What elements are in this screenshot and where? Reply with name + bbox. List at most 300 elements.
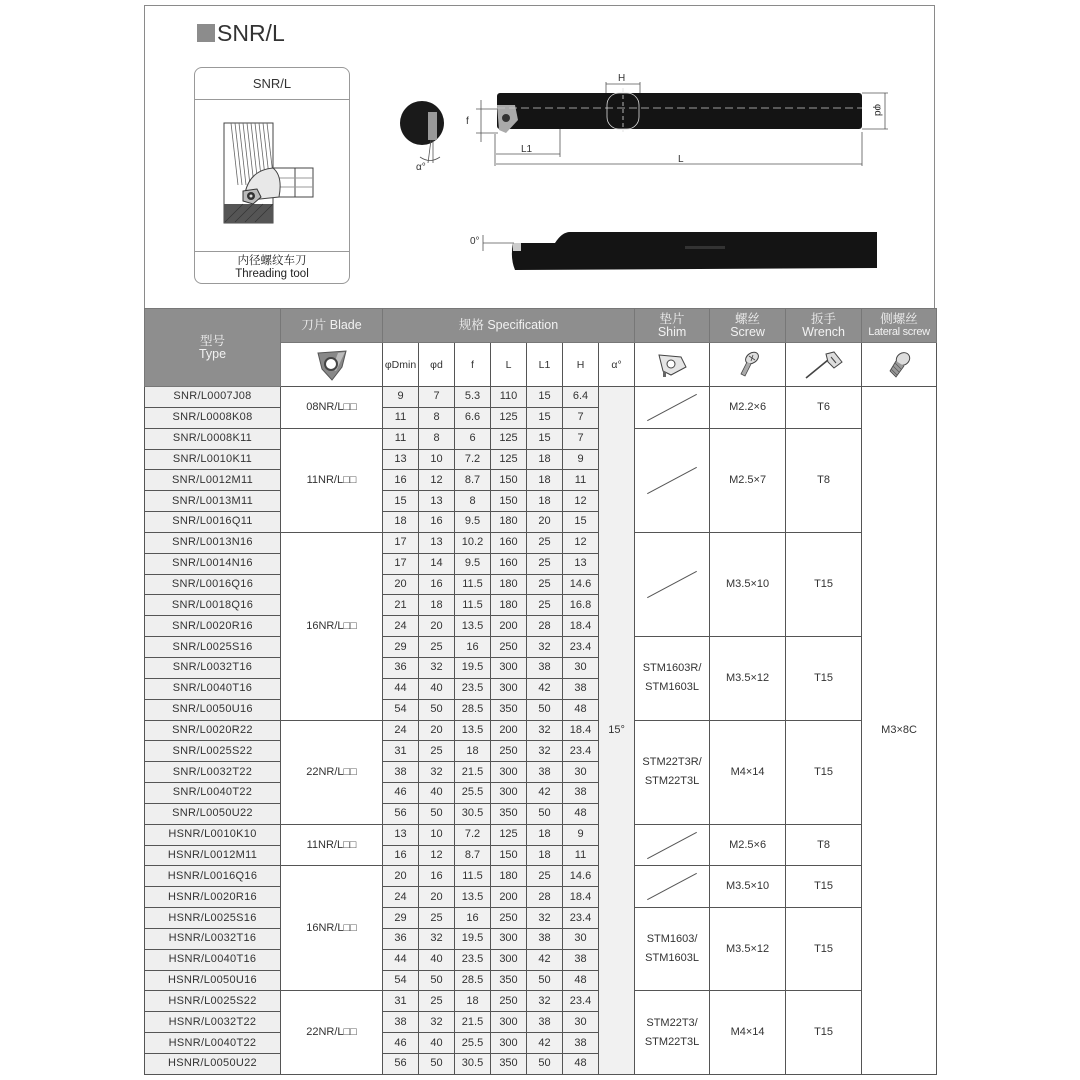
spec-value-cell: 300 xyxy=(491,678,527,699)
tool-top-view-icon xyxy=(512,232,877,270)
spec-value-cell: 28.5 xyxy=(455,970,491,991)
shim-cell xyxy=(635,991,710,1074)
spec-value-cell: 30 xyxy=(563,1012,599,1033)
spec-value-cell: 23.4 xyxy=(563,741,599,762)
spec-value-cell: 32 xyxy=(527,908,563,929)
spec-value-cell: 13.5 xyxy=(455,887,491,908)
header-shim: 垫片 Shim xyxy=(635,309,710,343)
spec-value-cell: 23.4 xyxy=(563,991,599,1012)
type-cell: SNR/L0018Q16 xyxy=(145,595,281,616)
not-applicable-slash-icon xyxy=(647,831,697,858)
spec-value-cell: 24 xyxy=(383,720,419,741)
spec-value-cell: 23.5 xyxy=(455,678,491,699)
spec-value-cell: 23.4 xyxy=(563,637,599,658)
wrench-cell: T15 xyxy=(786,991,862,1074)
param-header: f xyxy=(455,343,491,387)
spec-value-cell: 8.7 xyxy=(455,470,491,491)
wrench-cell: T8 xyxy=(786,428,862,532)
spec-value-cell: 300 xyxy=(491,1012,527,1033)
spec-value-cell: 9 xyxy=(563,449,599,470)
header-screw: 螺丝 Screw xyxy=(710,309,786,343)
type-cell: HSNR/L0040T16 xyxy=(145,949,281,970)
spec-value-cell: 13 xyxy=(383,824,419,845)
spec-value-cell: 36 xyxy=(383,657,419,678)
spec-value-cell: 160 xyxy=(491,532,527,553)
spec-value-cell: 300 xyxy=(491,1033,527,1054)
spec-value-cell: 25 xyxy=(419,991,455,1012)
spec-value-cell: 300 xyxy=(491,928,527,949)
blade-cell: 11NR/L□□ xyxy=(281,824,383,866)
spec-value-cell: 6 xyxy=(455,428,491,449)
spec-value-cell: 18.4 xyxy=(563,720,599,741)
spec-value-cell: 20 xyxy=(419,887,455,908)
spec-value-cell: 350 xyxy=(491,970,527,991)
param-header: H xyxy=(563,343,599,387)
spec-value-cell: 300 xyxy=(491,783,527,804)
spec-value-cell: 38 xyxy=(383,762,419,783)
spec-value-cell: 29 xyxy=(383,637,419,658)
spec-value-cell: 11.5 xyxy=(455,866,491,887)
spec-value-cell: 150 xyxy=(491,491,527,512)
spec-value-cell: 11 xyxy=(563,845,599,866)
spec-value-cell: 25.5 xyxy=(455,783,491,804)
not-applicable-slash-icon xyxy=(647,571,697,598)
spec-value-cell: 13.5 xyxy=(455,720,491,741)
spec-value-cell: 32 xyxy=(527,741,563,762)
spec-value-cell: 48 xyxy=(563,803,599,824)
threading-operation-illustration xyxy=(195,100,349,252)
type-cell: SNR/L0025S22 xyxy=(145,741,281,762)
spec-value-cell: 125 xyxy=(491,407,527,428)
wrench-cell: T15 xyxy=(786,908,862,991)
spec-value-cell: 10 xyxy=(419,824,455,845)
type-cell: HSNR/L0032T16 xyxy=(145,928,281,949)
shim-cell-empty xyxy=(635,866,710,908)
screw-icon xyxy=(710,343,786,387)
page-title xyxy=(197,20,285,46)
spec-value-cell: 8 xyxy=(455,491,491,512)
spec-value-cell: 250 xyxy=(491,741,527,762)
spec-value-cell: 42 xyxy=(527,678,563,699)
spec-value-cell: 20 xyxy=(419,616,455,637)
spec-value-cell: 42 xyxy=(527,1033,563,1054)
table-row xyxy=(145,908,937,929)
spec-value-cell: 32 xyxy=(419,762,455,783)
spec-value-cell: 300 xyxy=(491,949,527,970)
spec-value-cell: 42 xyxy=(527,783,563,804)
spec-value-cell: 17 xyxy=(383,532,419,553)
spec-value-cell: 25 xyxy=(419,741,455,762)
spec-value-cell: 38 xyxy=(563,678,599,699)
spec-value-cell: 56 xyxy=(383,1054,419,1075)
spec-value-cell: 40 xyxy=(419,783,455,804)
screw-cell: M2.5×7 xyxy=(710,428,786,532)
spec-value-cell: 12 xyxy=(419,470,455,491)
spec-value-cell: 19.5 xyxy=(455,928,491,949)
spec-value-cell: 300 xyxy=(491,657,527,678)
spec-value-cell: 50 xyxy=(527,803,563,824)
wrench-cell: T8 xyxy=(786,824,862,866)
type-cell: SNR/L0013N16 xyxy=(145,532,281,553)
type-cell: SNR/L0040T16 xyxy=(145,678,281,699)
spec-value-cell: 18 xyxy=(455,741,491,762)
type-cell: SNR/L0013M11 xyxy=(145,491,281,512)
spec-value-cell: 9 xyxy=(383,387,419,408)
spec-value-cell: 38 xyxy=(527,657,563,678)
type-cell: HSNR/L0050U22 xyxy=(145,1054,281,1075)
spec-value-cell: 38 xyxy=(527,928,563,949)
spec-value-cell: 18 xyxy=(419,595,455,616)
type-cell: SNR/L0020R16 xyxy=(145,616,281,637)
wrench-cell: T6 xyxy=(786,387,862,429)
spec-value-cell: 50 xyxy=(527,699,563,720)
spec-value-cell: 50 xyxy=(419,699,455,720)
spec-value-cell: 21.5 xyxy=(455,762,491,783)
wrench-cell: T15 xyxy=(786,637,862,720)
screw-cell: M3.5×10 xyxy=(710,866,786,908)
spec-value-cell: 38 xyxy=(383,1012,419,1033)
spec-value-cell: 300 xyxy=(491,762,527,783)
spec-value-cell: 24 xyxy=(383,616,419,637)
blade-cell: 11NR/L□□ xyxy=(281,428,383,532)
spec-value-cell: 30.5 xyxy=(455,803,491,824)
spec-value-cell: 180 xyxy=(491,574,527,595)
blade-cell: 22NR/L□□ xyxy=(281,991,383,1074)
blade-cell: 16NR/L□□ xyxy=(281,532,383,720)
blade-cell: 22NR/L□□ xyxy=(281,720,383,824)
card-caption-zh: 内径螺纹车刀 xyxy=(237,255,307,267)
table-row xyxy=(145,428,937,449)
spec-value-cell: 16 xyxy=(383,845,419,866)
spec-value-cell: 18.4 xyxy=(563,887,599,908)
H-label: H xyxy=(618,73,626,84)
spec-value-cell: 19.5 xyxy=(455,657,491,678)
shim-part: STM1603L xyxy=(645,952,699,965)
spec-value-cell: 28 xyxy=(527,887,563,908)
spec-value-cell: 12 xyxy=(563,491,599,512)
spec-value-cell: 11 xyxy=(383,428,419,449)
spec-value-cell: 15 xyxy=(527,407,563,428)
not-applicable-slash-icon xyxy=(647,467,697,494)
spec-value-cell: 16 xyxy=(419,574,455,595)
shim-icon xyxy=(635,343,710,387)
spec-value-cell: 25.5 xyxy=(455,1033,491,1054)
type-cell: SNR/L0050U22 xyxy=(145,803,281,824)
lateral-screw-icon xyxy=(862,343,937,387)
spec-value-cell: 13 xyxy=(419,532,455,553)
tool-type-card xyxy=(194,67,350,284)
spec-value-cell: 8 xyxy=(419,428,455,449)
shim-part: STM22T3/ xyxy=(646,1016,698,1029)
type-cell: SNR/L0016Q11 xyxy=(145,512,281,533)
spec-value-cell: 46 xyxy=(383,783,419,804)
spec-value-cell: 125 xyxy=(491,428,527,449)
spec-value-cell: 180 xyxy=(491,512,527,533)
spec-value-cell: 25 xyxy=(419,908,455,929)
spec-value-cell: 31 xyxy=(383,741,419,762)
card-title: SNR/L xyxy=(195,68,349,100)
table-row xyxy=(145,866,937,887)
table-row xyxy=(145,824,937,845)
spec-value-cell: 31 xyxy=(383,991,419,1012)
spec-value-cell: 38 xyxy=(527,1012,563,1033)
spec-value-cell: 16 xyxy=(419,512,455,533)
spec-value-cell: 15 xyxy=(527,428,563,449)
spec-value-cell: 10.2 xyxy=(455,532,491,553)
spec-value-cell: 40 xyxy=(419,678,455,699)
screw-cell: M4×14 xyxy=(710,991,786,1074)
type-cell: HSNR/L0025S16 xyxy=(145,908,281,929)
spec-value-cell: 18.4 xyxy=(563,616,599,637)
tool-dimension-drawing xyxy=(390,60,920,285)
spec-value-cell: 23.4 xyxy=(563,908,599,929)
f-label: f xyxy=(466,116,469,127)
spec-value-cell: 20 xyxy=(383,866,419,887)
spec-value-cell: 250 xyxy=(491,908,527,929)
type-cell: SNR/L0020R22 xyxy=(145,720,281,741)
spec-value-cell: 16 xyxy=(419,866,455,887)
spec-value-cell: 13 xyxy=(563,553,599,574)
spec-value-cell: 13 xyxy=(419,491,455,512)
tool-side-view-icon xyxy=(497,88,862,133)
spec-value-cell: 11.5 xyxy=(455,595,491,616)
spec-value-cell: 7 xyxy=(419,387,455,408)
type-cell: HSNR/L0050U16 xyxy=(145,970,281,991)
spec-value-cell: 16 xyxy=(383,470,419,491)
end-view-icon xyxy=(400,101,444,163)
spec-value-cell: 125 xyxy=(491,449,527,470)
screw-cell: M3.5×12 xyxy=(710,908,786,991)
spec-value-cell: 16.8 xyxy=(563,595,599,616)
header-blade: 刀片 Blade xyxy=(281,309,383,343)
shim-cell xyxy=(635,637,710,720)
spec-value-cell: 200 xyxy=(491,616,527,637)
spec-value-cell: 18 xyxy=(527,824,563,845)
screw-cell: M3.5×10 xyxy=(710,532,786,636)
spec-value-cell: 48 xyxy=(563,970,599,991)
type-cell: SNR/L0007J08 xyxy=(145,387,281,408)
spec-value-cell: 13.5 xyxy=(455,616,491,637)
spec-value-cell: 30.5 xyxy=(455,1054,491,1075)
table-row xyxy=(145,991,937,1012)
header-lateral-screw: 侧螺丝 Lateral screw xyxy=(862,309,937,343)
header-specification: 规格 Specification xyxy=(383,309,635,343)
shim-cell-empty xyxy=(635,532,710,636)
spec-value-cell: 15 xyxy=(563,512,599,533)
spec-value-cell: 18 xyxy=(383,512,419,533)
spec-value-cell: 44 xyxy=(383,949,419,970)
not-applicable-slash-icon xyxy=(647,394,697,421)
spec-value-cell: 21.5 xyxy=(455,1012,491,1033)
alpha-label: α° xyxy=(416,162,426,173)
spec-value-cell: 23.5 xyxy=(455,949,491,970)
spec-value-cell: 38 xyxy=(563,1033,599,1054)
spec-value-cell: 21 xyxy=(383,595,419,616)
param-header: L xyxy=(491,343,527,387)
type-cell: HSNR/L0010K10 xyxy=(145,824,281,845)
param-header: L1 xyxy=(527,343,563,387)
spec-value-cell: 18 xyxy=(455,991,491,1012)
title-square-icon xyxy=(197,24,215,42)
spec-value-cell: 32 xyxy=(527,991,563,1012)
spec-value-cell: 32 xyxy=(527,637,563,658)
header-wrench: 扳手 Wrench xyxy=(786,309,862,343)
type-cell: SNR/L0010K11 xyxy=(145,449,281,470)
param-header: φd xyxy=(419,343,455,387)
type-cell: SNR/L0032T16 xyxy=(145,657,281,678)
page-title-text: SNR/L xyxy=(217,19,285,46)
type-cell: SNR/L0040T22 xyxy=(145,783,281,804)
spec-value-cell: 54 xyxy=(383,970,419,991)
spec-value-cell: 350 xyxy=(491,699,527,720)
spec-value-cell: 50 xyxy=(419,1054,455,1075)
spec-value-cell: 28 xyxy=(527,616,563,637)
spec-value-cell: 150 xyxy=(491,845,527,866)
shim-cell-empty xyxy=(635,824,710,866)
spec-value-cell: 40 xyxy=(419,1033,455,1054)
spec-value-cell: 17 xyxy=(383,553,419,574)
spec-value-cell: 54 xyxy=(383,699,419,720)
spec-value-cell: 7 xyxy=(563,428,599,449)
shim-part: STM22T3L xyxy=(644,775,700,788)
spec-value-cell: 20 xyxy=(527,512,563,533)
spec-value-cell: 18 xyxy=(527,491,563,512)
spec-value-cell: 48 xyxy=(563,1054,599,1075)
wrench-icon xyxy=(786,343,862,387)
table-row xyxy=(145,387,937,408)
phi-d-label: φd xyxy=(872,104,883,117)
spec-value-cell: 36 xyxy=(383,928,419,949)
spec-value-cell: 14.6 xyxy=(563,574,599,595)
spec-table xyxy=(144,308,937,1075)
wrench-cell: T15 xyxy=(786,866,862,908)
spec-value-cell: 50 xyxy=(527,970,563,991)
wrench-cell: T15 xyxy=(786,532,862,636)
spec-value-cell: 30 xyxy=(563,928,599,949)
spec-value-cell: 14.6 xyxy=(563,866,599,887)
shim-cell-empty xyxy=(635,428,710,532)
spec-value-cell: 42 xyxy=(527,949,563,970)
spec-value-cell: 25 xyxy=(527,866,563,887)
shim-part: STM22T3R/ xyxy=(642,756,702,769)
spec-value-cell: 9 xyxy=(563,824,599,845)
spec-value-cell: 5.3 xyxy=(455,387,491,408)
spec-value-cell: 12 xyxy=(563,532,599,553)
spec-value-cell: 200 xyxy=(491,720,527,741)
shim-cell-empty xyxy=(635,387,710,429)
screw-cell: M3.5×12 xyxy=(710,637,786,720)
spec-value-cell: 25 xyxy=(527,574,563,595)
blade-cell: 16NR/L□□ xyxy=(281,866,383,991)
screw-cell: M2.2×6 xyxy=(710,387,786,429)
spec-value-cell: 20 xyxy=(383,574,419,595)
spec-value-cell: 350 xyxy=(491,803,527,824)
spec-value-cell: 18 xyxy=(527,845,563,866)
shim-cell xyxy=(635,720,710,824)
spec-value-cell: 8.7 xyxy=(455,845,491,866)
L-label: L xyxy=(678,154,684,165)
spec-value-cell: 32 xyxy=(419,1012,455,1033)
type-cell: SNR/L0012M11 xyxy=(145,470,281,491)
shim-part: STM1603R/ xyxy=(642,662,702,675)
spec-value-cell: 7.2 xyxy=(455,824,491,845)
spec-value-cell: 38 xyxy=(527,762,563,783)
screw-cell: M2.5×6 xyxy=(710,824,786,866)
spec-value-cell: 9.5 xyxy=(455,553,491,574)
param-header: φDmin xyxy=(383,343,419,387)
spec-value-cell: 18 xyxy=(527,449,563,470)
spec-value-cell: 15 xyxy=(383,491,419,512)
shim-part: STM22T3L xyxy=(644,1035,700,1048)
spec-value-cell: 9.5 xyxy=(455,512,491,533)
spec-value-cell: 18 xyxy=(527,470,563,491)
type-cell: SNR/L0008K11 xyxy=(145,428,281,449)
spec-value-cell: 50 xyxy=(419,970,455,991)
shim-part: STM1603/ xyxy=(646,933,698,946)
screw-cell: M4×14 xyxy=(710,720,786,824)
spec-value-cell: 30 xyxy=(563,657,599,678)
blade-cell: 08NR/L□□ xyxy=(281,387,383,429)
spec-value-cell: 11.5 xyxy=(455,574,491,595)
spec-value-cell: 16 xyxy=(455,908,491,929)
shim-part: STM1603L xyxy=(645,681,699,694)
spec-value-cell: 48 xyxy=(563,699,599,720)
spec-value-cell: 11 xyxy=(383,407,419,428)
spec-value-cell: 32 xyxy=(527,720,563,741)
spec-value-cell: 7 xyxy=(563,407,599,428)
spec-value-cell: 12 xyxy=(419,845,455,866)
spec-value-cell: 200 xyxy=(491,887,527,908)
type-cell: HSNR/L0020R16 xyxy=(145,887,281,908)
spec-value-cell: 20 xyxy=(419,720,455,741)
spec-value-cell: 11 xyxy=(563,470,599,491)
type-cell: HSNR/L0025S22 xyxy=(145,991,281,1012)
spec-value-cell: 38 xyxy=(563,949,599,970)
spec-value-cell: 180 xyxy=(491,595,527,616)
type-cell: SNR/L0025S16 xyxy=(145,637,281,658)
spec-value-cell: 8 xyxy=(419,407,455,428)
type-cell: HSNR/L0012M11 xyxy=(145,845,281,866)
table-row xyxy=(145,720,937,741)
spec-value-cell: 14 xyxy=(419,553,455,574)
not-applicable-slash-icon xyxy=(647,873,697,900)
L1-label: L1 xyxy=(521,144,533,155)
spec-value-cell: 50 xyxy=(527,1054,563,1075)
spec-value-cell: 7.2 xyxy=(455,449,491,470)
spec-value-cell: 6.6 xyxy=(455,407,491,428)
spec-value-cell: 30 xyxy=(563,762,599,783)
zero-degree-label: 0° xyxy=(470,236,480,247)
table-row xyxy=(145,532,937,553)
card-caption-en: Threading tool xyxy=(235,268,309,280)
spec-value-cell: 40 xyxy=(419,949,455,970)
spec-value-cell: 56 xyxy=(383,803,419,824)
type-cell: SNR/L0014N16 xyxy=(145,553,281,574)
spec-value-cell: 38 xyxy=(563,783,599,804)
wrench-cell: T15 xyxy=(786,720,862,824)
type-cell: SNR/L0008K08 xyxy=(145,407,281,428)
spec-value-cell: 10 xyxy=(419,449,455,470)
header-type: 型号 Type xyxy=(145,309,281,387)
spec-value-cell: 160 xyxy=(491,553,527,574)
spec-value-cell: 44 xyxy=(383,678,419,699)
spec-value-cell: 28.5 xyxy=(455,699,491,720)
spec-value-cell: 150 xyxy=(491,470,527,491)
type-cell: HSNR/L0032T22 xyxy=(145,1012,281,1033)
spec-value-cell: 13 xyxy=(383,449,419,470)
spec-value-cell: 250 xyxy=(491,637,527,658)
type-cell: SNR/L0050U16 xyxy=(145,699,281,720)
